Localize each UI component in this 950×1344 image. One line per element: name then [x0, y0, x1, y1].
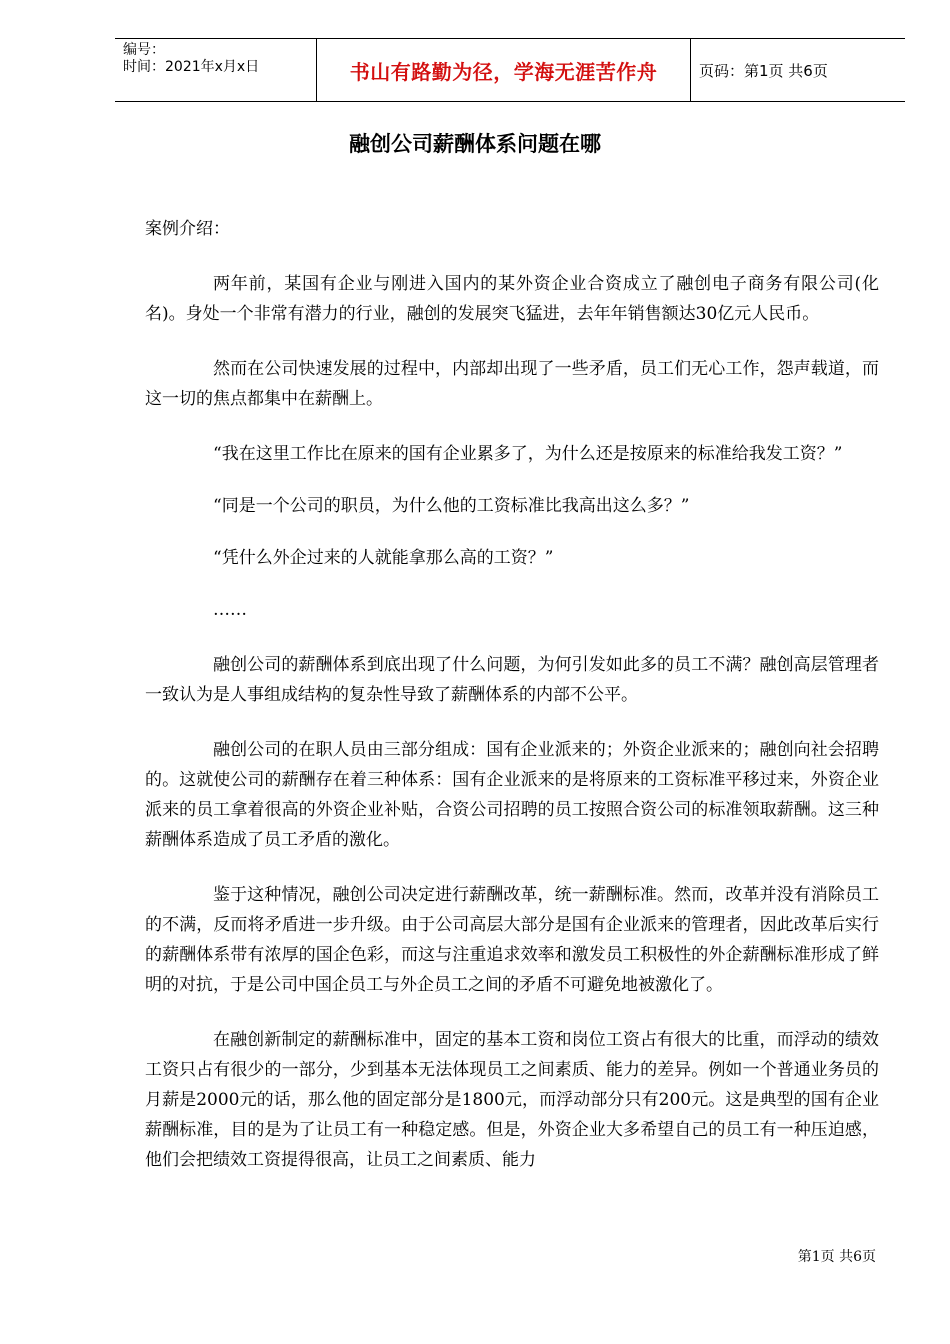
section-label: 案例介绍：: [145, 219, 230, 239]
document-body: [145, 214, 879, 1175]
footer-page-number: 第1页 共6页: [797, 1249, 876, 1265]
header-page-info: 页码：第1页 共6页: [699, 61, 828, 80]
paragraph: 两年前，某国有企业与刚进入国内的某外资企业合资成立了融创电子商务有限公司(化名)。身处一个非常有潜力的行业，融创的发展突飞猛进，去年年销售额达30亿元人民币。: [145, 274, 879, 324]
ellipsis: ……: [213, 600, 247, 620]
document-title: 融创公司薪酬体系问题在哪: [349, 132, 601, 156]
number-label: 编号：: [123, 42, 165, 58]
paragraph: 鉴于这种情况，融创公司决定进行薪酬改革，统一薪酬标准。然而，改革并没有消除员工的不满，反而将矛盾进一步升级。由于公司高层大部分是国有企业派来的管理者，因此改革后实行的薪酬体系带有浓厚的国企色彩，而这与注重追求效率和激发员工积极性的外企薪酬标准形成了鲜明的对抗，于是公司中国企员工与外企员工之间的矛盾不可避免地被激化了。: [145, 885, 879, 995]
paragraph: “同是一个公司的职员，为什么他的工资标准比我高出这么多？”: [213, 496, 690, 516]
header-divider: [690, 39, 691, 101]
paragraph: “我在这里工作比在原来的国有企业累多了，为什么还是按原来的标准给我发工资？”: [213, 444, 843, 464]
paragraph: 融创公司的薪酬体系到底出现了什么问题，为何引发如此多的员工不满？融创高层管理者一致认为是人事组成结构的复杂性导致了薪酬体系的内部不公平。: [145, 655, 879, 705]
paragraph: “凭什么外企过来的人就能拿那么高的工资？”: [213, 548, 554, 568]
header-meta: [123, 42, 313, 76]
paragraph: 融创公司的在职人员由三部分组成：国有企业派来的；外资企业派来的；融创向社会招聘的。这就使公司的薪酬存在着三种体系：国有企业派来的是将原来的工资标准平移过来，外资企业派来的员工拿着很高的外资企业补贴，合资公司招聘的员工按照合资公司的标准领取薪酬。这三种薪酬体系造成了员工矛盾的激化。: [145, 740, 879, 850]
paragraph: 在融创新制定的薪酬标准中，固定的基本工资和岗位工资占有很大的比重，而浮动的绩效工资只占有很少的一部分，少到基本无法体现员工之间素质、能力的差异。例如一个普通业务员的月薪是2000元的话，那么他的固定部分是1800元，而浮动部分只有200元。这是典型的国有企业薪酬标准，目的是为了让员工有一种稳定感。但是，外资企业大多希望自己的员工有一种压迫感，他们会把绩效工资提得很高，让员工之间素质、能力: [145, 1030, 879, 1170]
header-table: [115, 38, 905, 102]
time-label: 时间：2021年x月x日: [123, 59, 260, 75]
header-motto: 书山有路勤为径，学海无涯苦作舟: [349, 59, 658, 84]
paragraph: 然而在公司快速发展的过程中，内部却出现了一些矛盾，员工们无心工作，怨声载道，而这一切的焦点都集中在薪酬上。: [145, 359, 879, 409]
